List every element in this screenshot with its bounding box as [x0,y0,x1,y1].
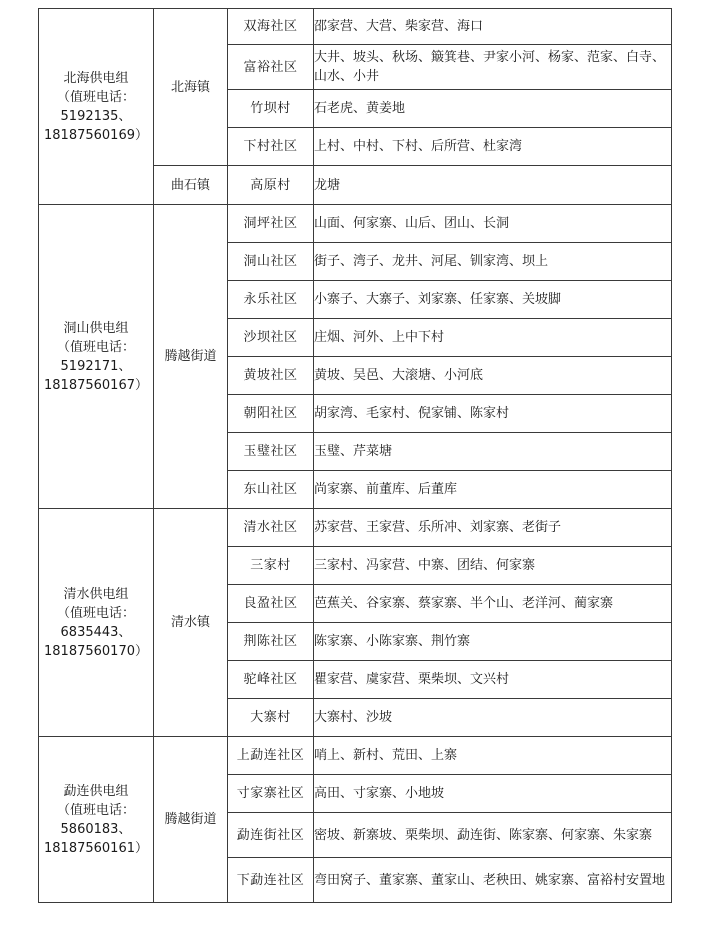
table-row [39,737,672,775]
community-cell: 勐连街社区 [228,813,314,858]
community-cell: 玉璧社区 [228,433,314,471]
supply-group-cell [39,509,154,737]
table-row [39,9,672,45]
community-cell: 寸家寨社区 [228,775,314,813]
town-cell: 曲石镇 [154,166,228,205]
community-cell: 永乐社区 [228,281,314,319]
duty-phone-landline: 5192171、 [60,358,132,374]
villages-cell: 苏家营、王家营、乐所冲、刘家寨、老街子 [314,509,672,547]
duty-phone-mobile: 18187560169） [44,127,148,143]
villages-cell: 邵家营、大营、柴家营、海口 [314,9,672,45]
community-cell: 竹坝村 [228,90,314,128]
villages-cell: 大井、坡头、秋场、簸箕巷、尹家小河、杨家、范家、白寺、山水、小井 [314,45,672,90]
villages-cell: 小寨子、大寨子、刘家寨、任家寨、关坡脚 [314,281,672,319]
duty-phone-landline: 5192135、 [60,108,132,124]
duty-phone-landline: 6835443、 [60,624,132,640]
town-cell: 腾越街道 [154,205,228,509]
community-cell: 大寨村 [228,699,314,737]
supply-group-name: 洞山供电组 [63,320,129,336]
community-cell: 清水社区 [228,509,314,547]
table-row [39,509,672,547]
villages-cell: 陈家寨、小陈家寨、荆竹寨 [314,623,672,661]
community-cell: 下村社区 [228,128,314,166]
villages-cell: 瞿家营、虞家营、栗柴坝、文兴村 [314,661,672,699]
villages-cell: 庄烟、河外、上中下村 [314,319,672,357]
duty-phone-label: （值班电话： [56,339,135,355]
villages-cell: 街子、湾子、龙井、河尾、钏家湾、坝上 [314,243,672,281]
community-cell: 洞山社区 [228,243,314,281]
villages-cell: 哨上、新村、荒田、上寨 [314,737,672,775]
town-cell: 清水镇 [154,509,228,737]
community-cell: 高原村 [228,166,314,205]
villages-cell: 弯田窝子、董家寨、董家山、老秧田、姚家寨、富裕村安置地 [314,858,672,903]
community-cell: 下勐连社区 [228,858,314,903]
community-cell: 黄坡社区 [228,357,314,395]
community-cell: 双海社区 [228,9,314,45]
villages-cell: 山面、何家寨、山后、团山、长洞 [314,205,672,243]
villages-cell: 高田、寸家寨、小地坡 [314,775,672,813]
duty-phone-mobile: 18187560170） [44,643,148,659]
villages-cell: 玉璧、芹菜塘 [314,433,672,471]
duty-phone-mobile: 18187560167） [44,377,148,393]
town-cell: 腾越街道 [154,737,228,903]
community-cell: 东山社区 [228,471,314,509]
community-cell: 三家村 [228,547,314,585]
villages-cell: 三家村、冯家营、中寨、团结、何家寨 [314,547,672,585]
duty-phone-label: （值班电话： [56,802,135,818]
community-cell: 沙坝社区 [228,319,314,357]
community-cell: 上勐连社区 [228,737,314,775]
supply-group-cell [39,205,154,509]
villages-cell: 石老虎、黄姜地 [314,90,672,128]
duty-phone-mobile: 18187560161） [44,840,148,856]
community-cell: 驼峰社区 [228,661,314,699]
supply-group-name: 勐连供电组 [63,783,129,799]
community-cell: 荆陈社区 [228,623,314,661]
villages-cell: 大寨村、沙坡 [314,699,672,737]
supply-group-cell [39,737,154,903]
supply-group-name: 清水供电组 [63,586,129,602]
villages-cell: 上村、中村、下村、后所营、杜家湾 [314,128,672,166]
table-row [39,205,672,243]
villages-cell: 尚家寨、前董库、后董库 [314,471,672,509]
villages-cell: 芭蕉关、谷家寨、蔡家寨、半个山、老洋河、蔺家寨 [314,585,672,623]
community-cell: 洞坪社区 [228,205,314,243]
community-cell: 富裕社区 [228,45,314,90]
villages-cell: 黄坡、吴邑、大滚塘、小河底 [314,357,672,395]
duty-phone-landline: 5860183、 [60,821,132,837]
community-cell: 朝阳社区 [228,395,314,433]
supply-group-cell [39,9,154,205]
supply-group-name: 北海供电组 [63,70,129,86]
community-cell: 良盈社区 [228,585,314,623]
town-cell: 北海镇 [154,9,228,166]
villages-cell: 胡家湾、毛家村、倪家铺、陈家村 [314,395,672,433]
power-supply-table [38,8,672,903]
villages-cell: 龙塘 [314,166,672,205]
duty-phone-label: （值班电话： [56,89,135,105]
duty-phone-label: （值班电话： [56,605,135,621]
villages-cell: 密坡、新寨坡、栗柴坝、勐连街、陈家寨、何家寨、朱家寨 [314,813,672,858]
